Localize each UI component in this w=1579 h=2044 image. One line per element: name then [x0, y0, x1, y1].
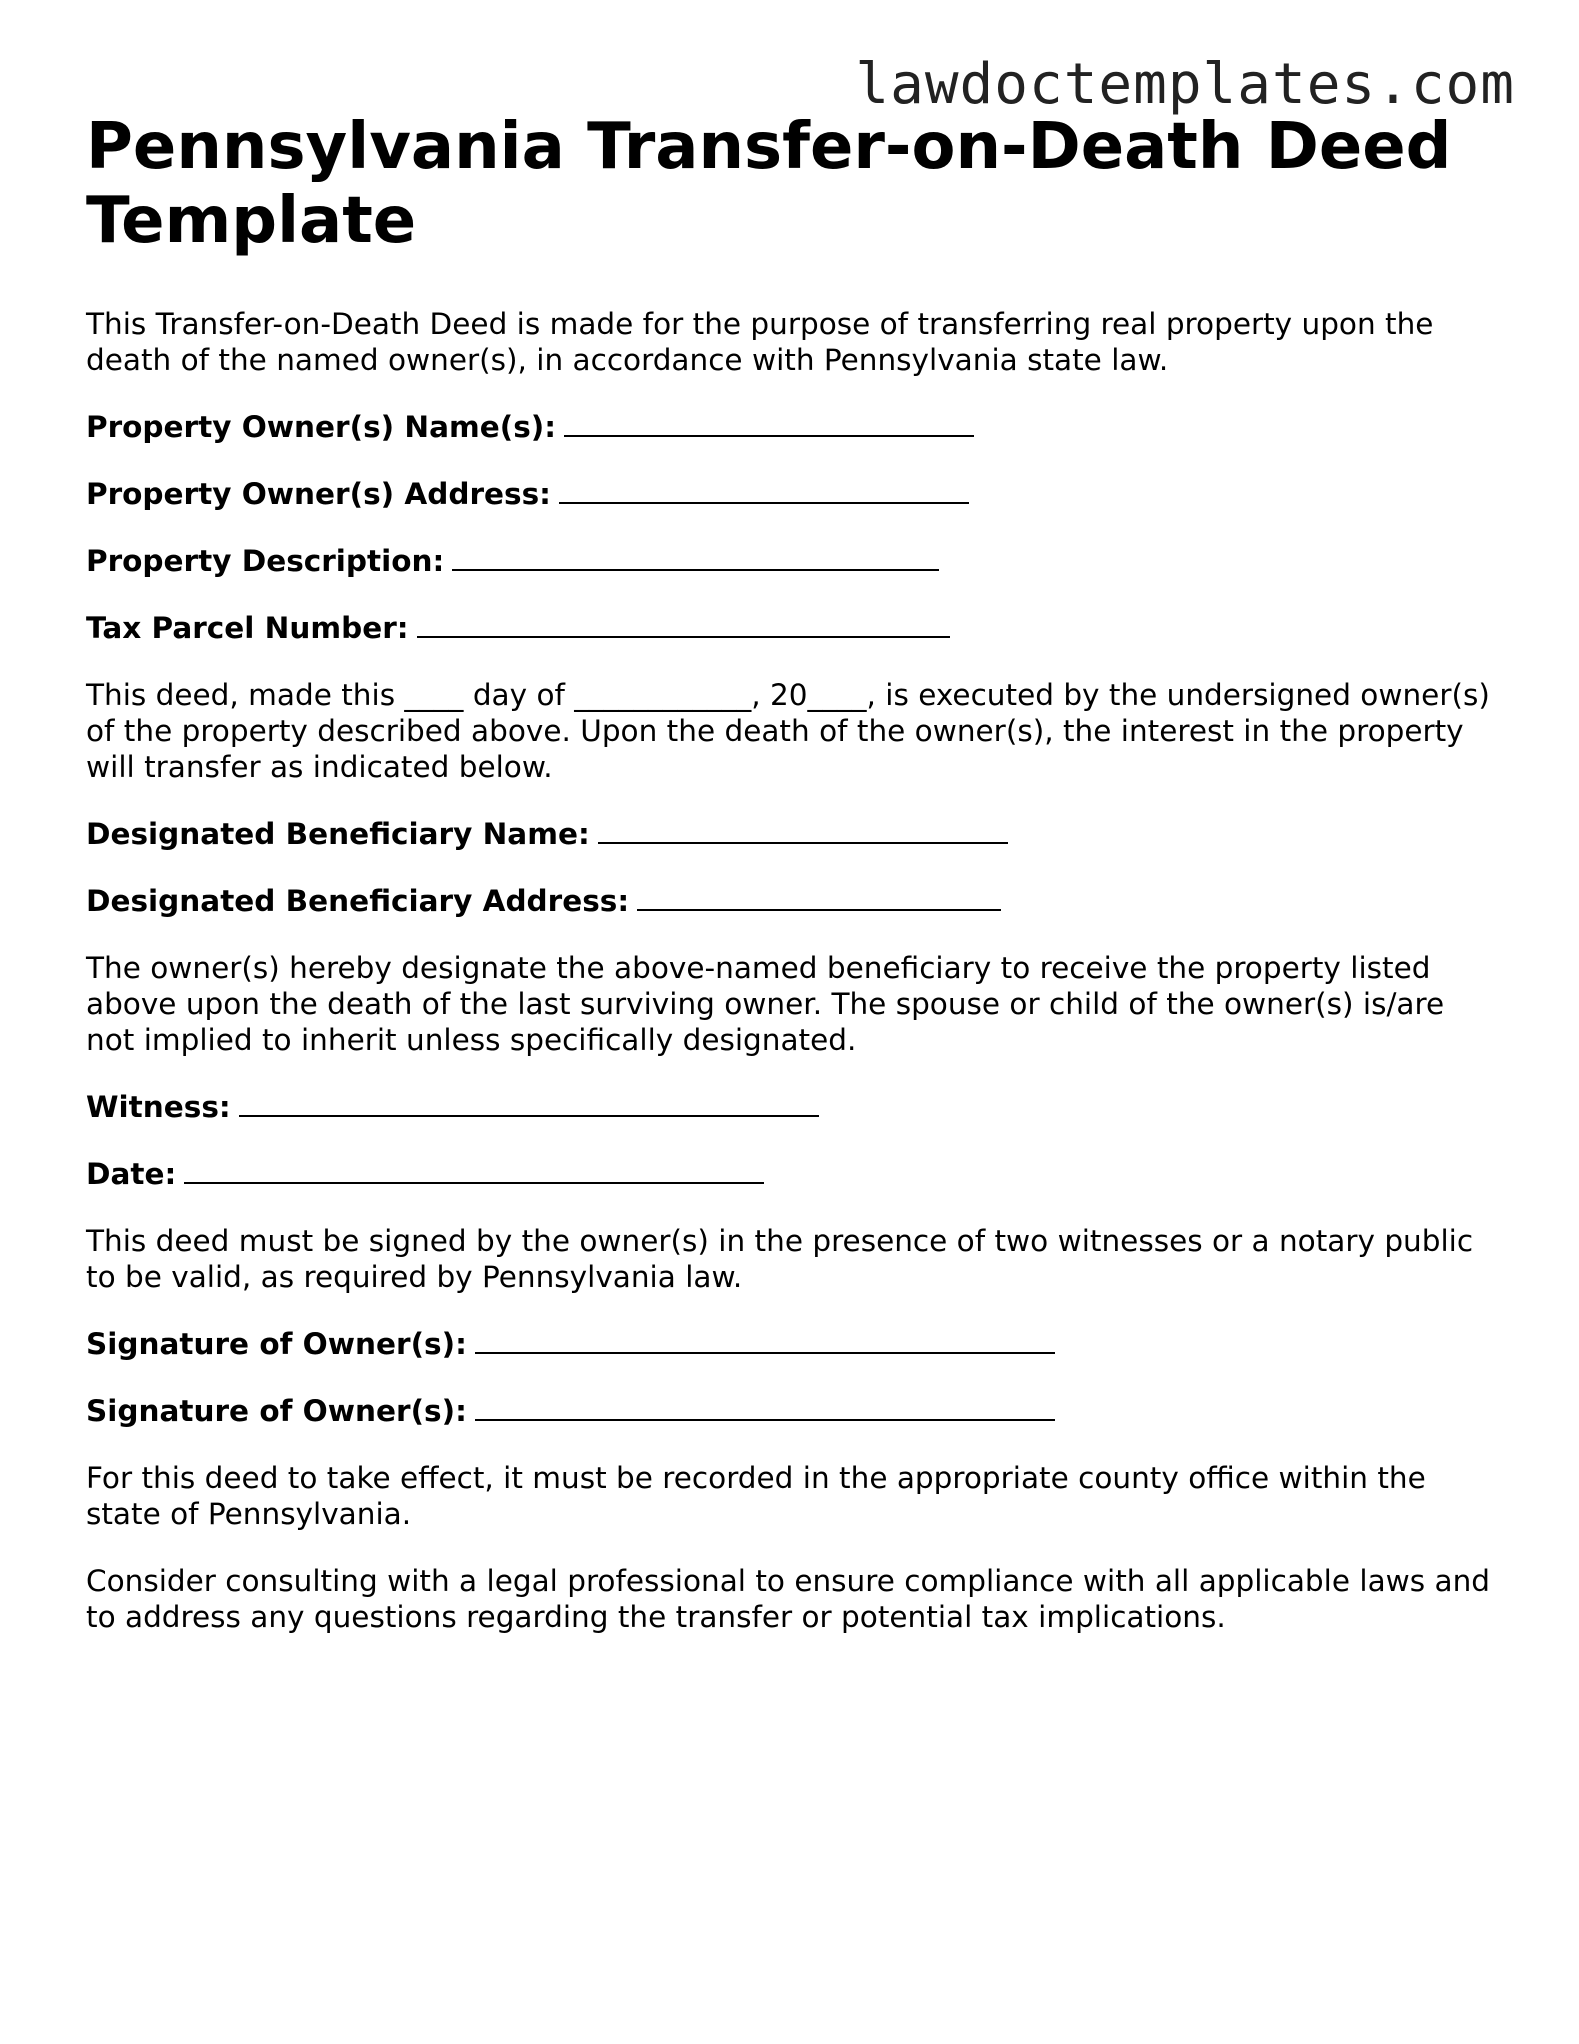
- owner-signature-field-1: [86, 1326, 1496, 1362]
- document-title: Pennsylvania Transfer-on-Death Deed Template: [86, 110, 1452, 258]
- recording-paragraph: For this deed to take effect, it must be recorded in the appropriate county office within the state of Pennsylvania.: [86, 1461, 1426, 1531]
- owner-names-blank[interactable]: [564, 409, 974, 437]
- owner-signature-blank-2[interactable]: [475, 1393, 1055, 1421]
- property-description-label: Property Description:: [86, 544, 445, 578]
- beneficiary-address-blank[interactable]: [637, 883, 1001, 911]
- designation-paragraph: The owner(s) hereby designate the above-named beneficiary to receive the property listed above upon the death of the last surviving owner. The spouse or child of the owner(s) is/are not implied to inherit unless specifically designated.: [86, 951, 1445, 1057]
- consult-paragraph: Consider consulting with a legal professional to ensure compliance with all applicable laws and to address any questions regarding the transfer or potential tax implications.: [86, 1564, 1491, 1634]
- property-description-field: [86, 543, 1496, 579]
- property-description-blank[interactable]: [452, 543, 939, 571]
- beneficiary-address-field: [86, 883, 1496, 919]
- owner-signature-label-2: Signature of Owner(s):: [86, 1394, 467, 1428]
- intro-paragraph: This Transfer-on-Death Deed is made for the purpose of transferring real property upon the death of the named owner(s), in accordance with Pennsylvania state law.: [86, 307, 1434, 377]
- owner-address-label: Property Owner(s) Address:: [86, 477, 551, 511]
- document-body: [86, 110, 1496, 1666]
- witness-label: Witness:: [86, 1090, 231, 1124]
- beneficiary-name-field: [86, 816, 1496, 852]
- execution-paragraph: This deed, made this ____ day of ____________, 20____, is executed by the undersigned owner(s) of the property described above. Upon the death of the owner(s), the interest in the property will transfer as indicated below.: [86, 678, 1490, 784]
- signing-paragraph: This deed must be signed by the owner(s) in the presence of two witnesses or a notary public to be valid, as required by Pennsylvania law.: [86, 1224, 1474, 1294]
- beneficiary-name-label: Designated Beneficiary Name:: [86, 817, 590, 851]
- site-watermark: lawdoctemplates.com: [855, 52, 1515, 117]
- owner-signature-blank-1[interactable]: [475, 1326, 1055, 1354]
- beneficiary-address-label: Designated Beneficiary Address:: [86, 884, 630, 918]
- witness-field: [86, 1089, 1496, 1125]
- witness-blank[interactable]: [239, 1089, 819, 1117]
- beneficiary-name-blank[interactable]: [598, 816, 1008, 844]
- date-label: Date:: [86, 1157, 177, 1191]
- owner-names-label: Property Owner(s) Name(s):: [86, 410, 557, 444]
- owner-names-field: [86, 409, 1496, 445]
- tax-parcel-field: [86, 610, 1496, 646]
- owner-address-blank[interactable]: [559, 476, 969, 504]
- owner-signature-label-1: Signature of Owner(s):: [86, 1327, 467, 1361]
- date-field: [86, 1156, 1496, 1192]
- date-blank[interactable]: [184, 1156, 764, 1184]
- tax-parcel-blank[interactable]: [417, 610, 950, 638]
- tax-parcel-label: Tax Parcel Number:: [86, 611, 409, 645]
- owner-address-field: [86, 476, 1496, 512]
- owner-signature-field-2: [86, 1393, 1496, 1429]
